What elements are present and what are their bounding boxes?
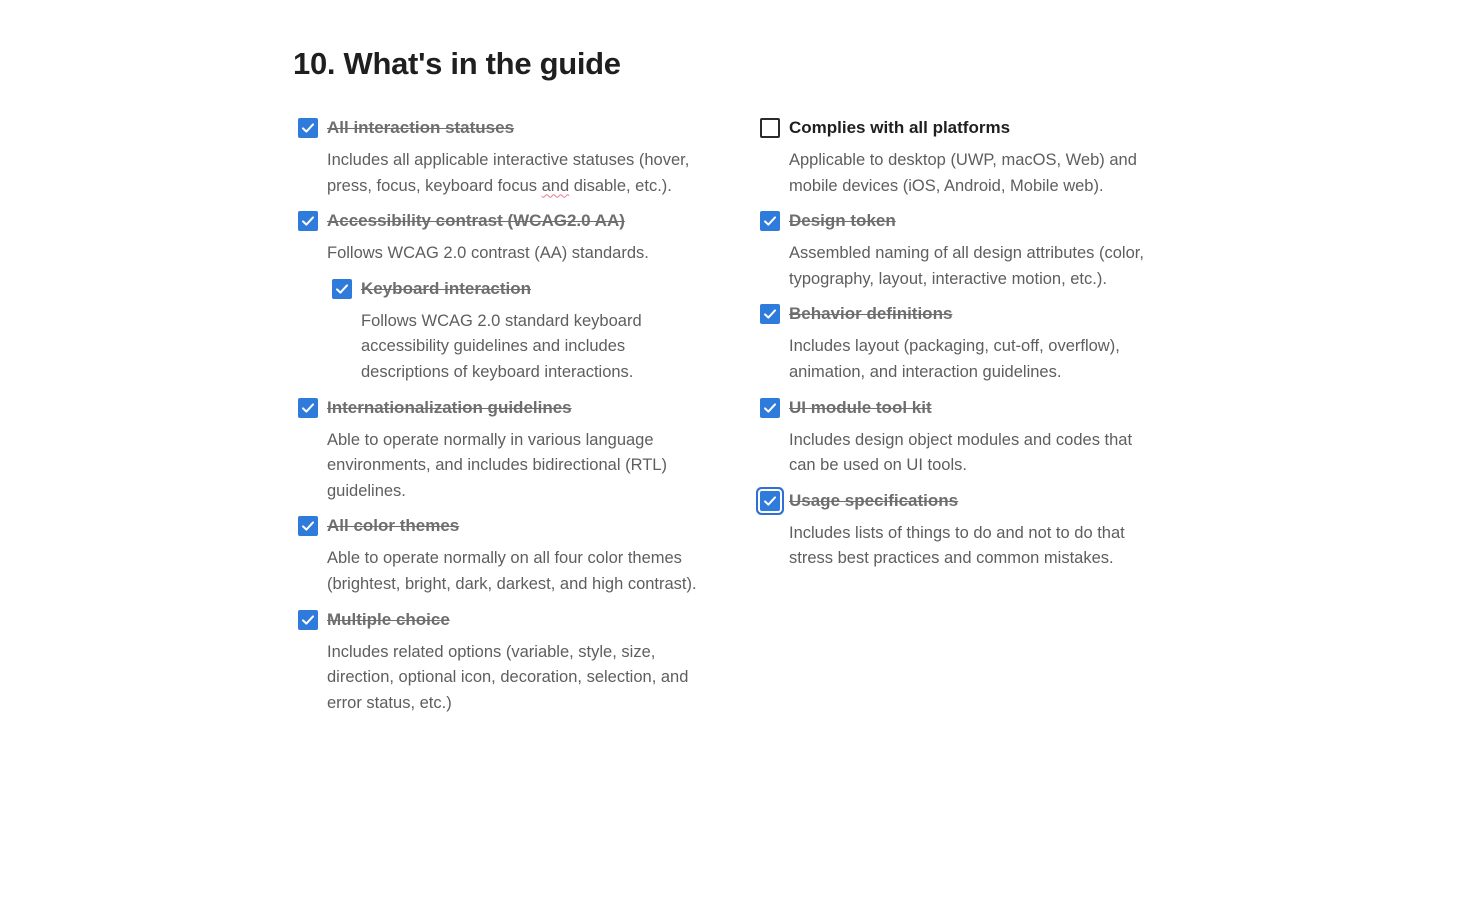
todo-description[interactable]: Includes design object modules and codes that can be used on UI tools. (789, 430, 1133, 475)
checkbox-checked[interactable] (298, 516, 318, 536)
todo-item (759, 485, 1179, 572)
todo-description[interactable]: Able to operate normally in various language environments, and includes bidirectional (RTL) guidelines. (327, 430, 667, 500)
checkbox-checked[interactable] (298, 211, 318, 231)
todo-title[interactable]: Multiple choice (327, 609, 450, 629)
todo-description[interactable]: Applicable to desktop (UWP, macOS, Web) and mobile devices (iOS, Android, Mobile web). (789, 151, 1137, 195)
checkmark-icon (763, 401, 777, 415)
checkmark-icon (301, 121, 315, 135)
todo-column-left (297, 112, 717, 722)
checkbox-checked[interactable] (760, 211, 780, 231)
todo-title[interactable]: Usage specifications (789, 490, 959, 510)
checkbox-checked-focused[interactable] (760, 491, 780, 511)
checkmark-icon (763, 494, 777, 508)
checkmark-icon (763, 214, 777, 228)
todo-title[interactable]: Design token (789, 211, 896, 231)
todo-description[interactable]: Includes lists of things to do and not to do that stress best practices and common mistakes. (789, 523, 1125, 568)
todo-description[interactable]: Follows WCAG 2.0 contrast (AA) standards. (327, 244, 649, 263)
checkbox-checked[interactable] (298, 610, 318, 630)
checkbox-checked[interactable] (760, 398, 780, 418)
todo-description[interactable]: Includes all applicable interactive statuses (hover, press, focus, keyboard focus and disable, etc.). (327, 151, 690, 195)
todo-description[interactable]: Follows WCAG 2.0 standard keyboard accessibility guidelines and includes descriptions of keyboard interactions. (361, 311, 642, 381)
checkmark-icon (335, 282, 349, 296)
todo-title[interactable]: Keyboard interaction (361, 278, 532, 298)
todo-item (759, 392, 1179, 479)
todo-title[interactable]: UI module tool kit (789, 397, 932, 417)
checkmark-icon (301, 519, 315, 533)
todo-description[interactable]: Includes related options (variable, style, size, direction, optional icon, decoration, selection, and error status, etc.) (327, 642, 689, 712)
todo-item (297, 112, 717, 199)
checkmark-icon (763, 307, 777, 321)
todo-title[interactable]: Internationalization guidelines (327, 397, 572, 417)
todo-description[interactable]: Includes layout (packaging, cut-off, overflow), animation, and interaction guidelines. (789, 337, 1120, 381)
checkmark-icon (301, 401, 315, 415)
checkbox-checked[interactable] (332, 279, 352, 299)
todo-title[interactable]: All interaction statuses (327, 118, 515, 137)
checkmark-icon (301, 214, 315, 228)
todo-column-right (759, 112, 1179, 578)
todo-item (759, 205, 1179, 292)
todo-item (297, 604, 717, 717)
spellcheck-word[interactable]: and (541, 176, 570, 195)
todo-description[interactable]: Able to operate normally on all four color themes (brightest, bright, dark, darkest, and high contrast). (327, 549, 697, 593)
todo-item (759, 112, 1179, 199)
checkbox-checked[interactable] (760, 304, 780, 324)
checkmark-icon (301, 613, 315, 627)
checkbox-checked[interactable] (298, 118, 318, 138)
checkbox-unchecked[interactable] (760, 118, 780, 138)
todo-description[interactable]: Assembled naming of all design attributes (color, typography, layout, interactive motion, etc.). (789, 244, 1144, 288)
todo-title[interactable]: Behavior definitions (789, 304, 953, 324)
todo-item (297, 510, 717, 597)
todo-title[interactable]: All color themes (327, 516, 460, 536)
todo-title[interactable]: Complies with all platforms (789, 118, 1011, 137)
todo-item (297, 205, 717, 267)
todo-title[interactable]: Accessibility contrast (WCAG2.0 AA) (327, 211, 625, 231)
todo-item (759, 298, 1179, 385)
page-title: 10. What's in the guide (293, 46, 621, 81)
todo-item (297, 392, 717, 505)
todo-item-nested (331, 273, 717, 386)
checkbox-checked[interactable] (298, 398, 318, 418)
